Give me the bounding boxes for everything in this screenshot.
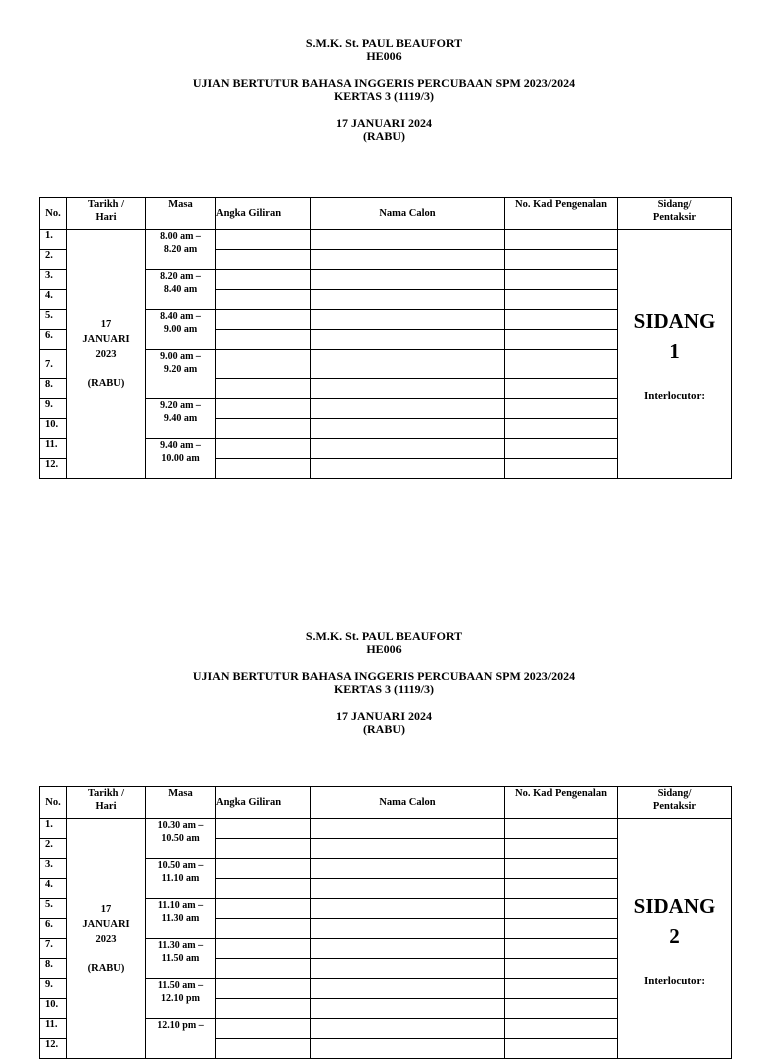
angka-giliran-cell[interactable] (216, 979, 311, 999)
col-header-tarikh: Tarikh / Hari (67, 787, 146, 819)
col-header-nama-calon: Nama Calon (311, 198, 505, 230)
sidang-number: 1 (669, 339, 680, 363)
col-header-masa: Masa (146, 198, 216, 230)
time-slot: 12.10 pm – (146, 1019, 216, 1059)
sidang-cell (618, 230, 732, 479)
col-header-angka-giliran: Angka Giliran (216, 787, 311, 819)
time-slot: 11.10 am – 11.30 am (146, 899, 216, 939)
row-number: 2. (40, 250, 67, 270)
section-header (0, 630, 768, 736)
angka-giliran-cell[interactable] (216, 839, 311, 859)
kad-pengenalan-cell[interactable] (505, 879, 618, 899)
nama-calon-cell[interactable] (311, 1039, 505, 1059)
school-code: HE006 (366, 642, 402, 656)
nama-calon-cell[interactable] (311, 290, 505, 310)
angka-giliran-cell[interactable] (216, 270, 311, 290)
paper-title: KERTAS 3 (1119/3) (333, 89, 435, 103)
kad-pengenalan-cell[interactable] (505, 330, 618, 350)
angka-giliran-cell[interactable] (216, 439, 311, 459)
nama-calon-cell[interactable] (311, 330, 505, 350)
angka-giliran-cell[interactable] (216, 899, 311, 919)
nama-calon-cell[interactable] (311, 839, 505, 859)
row-number: 10. (40, 419, 67, 439)
angka-giliran-cell[interactable] (216, 879, 311, 899)
col-header-no: No. (40, 198, 67, 230)
time-slot: 8.40 am – 9.00 am (146, 310, 216, 350)
row-number: 3. (40, 270, 67, 290)
sidang-cell (618, 819, 732, 1059)
row-number: 7. (40, 939, 67, 959)
nama-calon-cell[interactable] (311, 379, 505, 399)
angka-giliran-cell[interactable] (216, 230, 311, 250)
row-number: 11. (40, 439, 67, 459)
kad-pengenalan-cell[interactable] (505, 859, 618, 879)
row-number: 6. (40, 919, 67, 939)
col-header-angka-giliran: Angka Giliran (216, 198, 311, 230)
row-number: 4. (40, 290, 67, 310)
row-number: 7. (40, 350, 67, 379)
angka-giliran-cell[interactable] (216, 399, 311, 419)
kad-pengenalan-cell[interactable] (505, 419, 618, 439)
angka-giliran-cell[interactable] (216, 310, 311, 330)
table-header-row (40, 198, 732, 230)
nama-calon-cell[interactable] (311, 919, 505, 939)
exam-title: UJIAN BERTUTUR BAHASA INGGERIS PERCUBAAN SPM 2023/2024 (192, 76, 576, 90)
row-number: 9. (40, 399, 67, 419)
kad-pengenalan-cell[interactable] (505, 819, 618, 839)
date-cell: 17 JANUARI 2023 (RABU) (67, 230, 146, 479)
kad-pengenalan-cell[interactable] (505, 379, 618, 399)
nama-calon-cell[interactable] (311, 459, 505, 479)
time-slot: 9.40 am – 10.00 am (146, 439, 216, 479)
col-header-sidang: Sidang/ Pentaksir (618, 198, 732, 230)
kad-pengenalan-cell[interactable] (505, 979, 618, 999)
angka-giliran-cell[interactable] (216, 819, 311, 839)
nama-calon-cell[interactable] (311, 859, 505, 879)
kad-pengenalan-cell[interactable] (505, 919, 618, 939)
time-slot: 8.20 am – 8.40 am (146, 270, 216, 310)
row-number: 5. (40, 899, 67, 919)
row-number: 12. (40, 1039, 67, 1059)
row-number: 11. (40, 1019, 67, 1039)
nama-calon-cell[interactable] (311, 439, 505, 459)
row-number: 1. (40, 230, 67, 250)
kad-pengenalan-cell[interactable] (505, 1019, 618, 1039)
angka-giliran-cell[interactable] (216, 919, 311, 939)
angka-giliran-cell[interactable] (216, 1019, 311, 1039)
angka-giliran-cell[interactable] (216, 330, 311, 350)
nama-calon-cell[interactable] (311, 999, 505, 1019)
exam-day: (RABU) (363, 129, 405, 143)
col-header-no: No. (40, 787, 67, 819)
row-number: 3. (40, 859, 67, 879)
sidang-title: SIDANG (633, 893, 716, 918)
row-number: 12. (40, 459, 67, 479)
kad-pengenalan-cell[interactable] (505, 1039, 618, 1059)
kad-pengenalan-cell[interactable] (505, 399, 618, 419)
angka-giliran-cell[interactable] (216, 290, 311, 310)
time-slot: 11.30 am – 11.50 am (146, 939, 216, 979)
kad-pengenalan-cell[interactable] (505, 959, 618, 979)
kad-pengenalan-cell[interactable] (505, 350, 618, 379)
row-number: 9. (40, 979, 67, 999)
nama-calon-cell[interactable] (311, 230, 505, 250)
row-number: 6. (40, 330, 67, 350)
nama-calon-cell[interactable] (311, 959, 505, 979)
kad-pengenalan-cell[interactable] (505, 310, 618, 330)
nama-calon-cell[interactable] (311, 350, 505, 379)
kad-pengenalan-cell[interactable] (505, 839, 618, 859)
row-number: 1. (40, 819, 67, 839)
kad-pengenalan-cell[interactable] (505, 439, 618, 459)
time-slot: 10.30 am – 10.50 am (146, 819, 216, 859)
exam-date: 17 JANUARI 2024 (336, 116, 432, 130)
section-header (0, 37, 768, 143)
exam-date: 17 JANUARI 2024 (336, 709, 432, 723)
nama-calon-cell[interactable] (311, 270, 505, 290)
angka-giliran-cell[interactable] (216, 859, 311, 879)
time-slot: 10.50 am – 11.10 am (146, 859, 216, 899)
angka-giliran-cell[interactable] (216, 419, 311, 439)
row-number: 2. (40, 839, 67, 859)
school-code: HE006 (366, 49, 402, 63)
angka-giliran-cell[interactable] (216, 379, 311, 399)
angka-giliran-cell[interactable] (216, 350, 311, 379)
row-number: 5. (40, 310, 67, 330)
time-slot: 9.20 am – 9.40 am (146, 399, 216, 439)
col-header-kad-pengenalan: No. Kad Pengenalan (505, 198, 618, 230)
table-header-row (40, 787, 732, 819)
angka-giliran-cell[interactable] (216, 999, 311, 1019)
nama-calon-cell[interactable] (311, 310, 505, 330)
angka-giliran-cell[interactable] (216, 959, 311, 979)
nama-calon-cell[interactable] (311, 979, 505, 999)
row-number: 8. (40, 379, 67, 399)
kad-pengenalan-cell[interactable] (505, 230, 618, 250)
paper-title: KERTAS 3 (1119/3) (333, 682, 435, 696)
col-header-sidang: Sidang/ Pentaksir (618, 787, 732, 819)
interlocutor-label: Interlocutor: (643, 974, 706, 987)
col-header-masa: Masa (146, 787, 216, 819)
nama-calon-cell[interactable] (311, 879, 505, 899)
angka-giliran-cell[interactable] (216, 939, 311, 959)
kad-pengenalan-cell[interactable] (505, 270, 618, 290)
angka-giliran-cell[interactable] (216, 459, 311, 479)
row-number: 8. (40, 959, 67, 979)
kad-pengenalan-cell[interactable] (505, 899, 618, 919)
school-name: S.M.K. St. PAUL BEAUFORT (305, 36, 463, 50)
nama-calon-cell[interactable] (311, 939, 505, 959)
table-row (40, 230, 732, 250)
kad-pengenalan-cell[interactable] (505, 939, 618, 959)
nama-calon-cell[interactable] (311, 899, 505, 919)
row-number: 10. (40, 999, 67, 1019)
col-header-nama-calon: Nama Calon (311, 787, 505, 819)
schedule-table (39, 786, 732, 1059)
kad-pengenalan-cell[interactable] (505, 459, 618, 479)
col-header-kad-pengenalan: No. Kad Pengenalan (505, 787, 618, 819)
nama-calon-cell[interactable] (311, 250, 505, 270)
school-name: S.M.K. St. PAUL BEAUFORT (305, 629, 463, 643)
exam-day: (RABU) (363, 722, 405, 736)
kad-pengenalan-cell[interactable] (505, 999, 618, 1019)
interlocutor-label: Interlocutor: (643, 390, 706, 402)
date-cell: 17 JANUARI 2023 (RABU) (67, 819, 146, 1059)
col-header-tarikh: Tarikh / Hari (67, 198, 146, 230)
row-number: 4. (40, 879, 67, 899)
sidang-number: 2 (669, 923, 680, 948)
exam-title: UJIAN BERTUTUR BAHASA INGGERIS PERCUBAAN SPM 2023/2024 (192, 669, 576, 683)
time-slot: 8.00 am – 8.20 am (146, 230, 216, 270)
kad-pengenalan-cell[interactable] (505, 290, 618, 310)
kad-pengenalan-cell[interactable] (505, 250, 618, 270)
nama-calon-cell[interactable] (311, 819, 505, 839)
time-slot: 9.00 am – 9.20 am (146, 350, 216, 399)
sidang-title: SIDANG (633, 309, 716, 333)
nama-calon-cell[interactable] (311, 419, 505, 439)
nama-calon-cell[interactable] (311, 1019, 505, 1039)
time-slot: 11.50 am – 12.10 pm (146, 979, 216, 1019)
angka-giliran-cell[interactable] (216, 250, 311, 270)
table-row (40, 819, 732, 839)
nama-calon-cell[interactable] (311, 399, 505, 419)
angka-giliran-cell[interactable] (216, 1039, 311, 1059)
schedule-table (39, 197, 732, 479)
